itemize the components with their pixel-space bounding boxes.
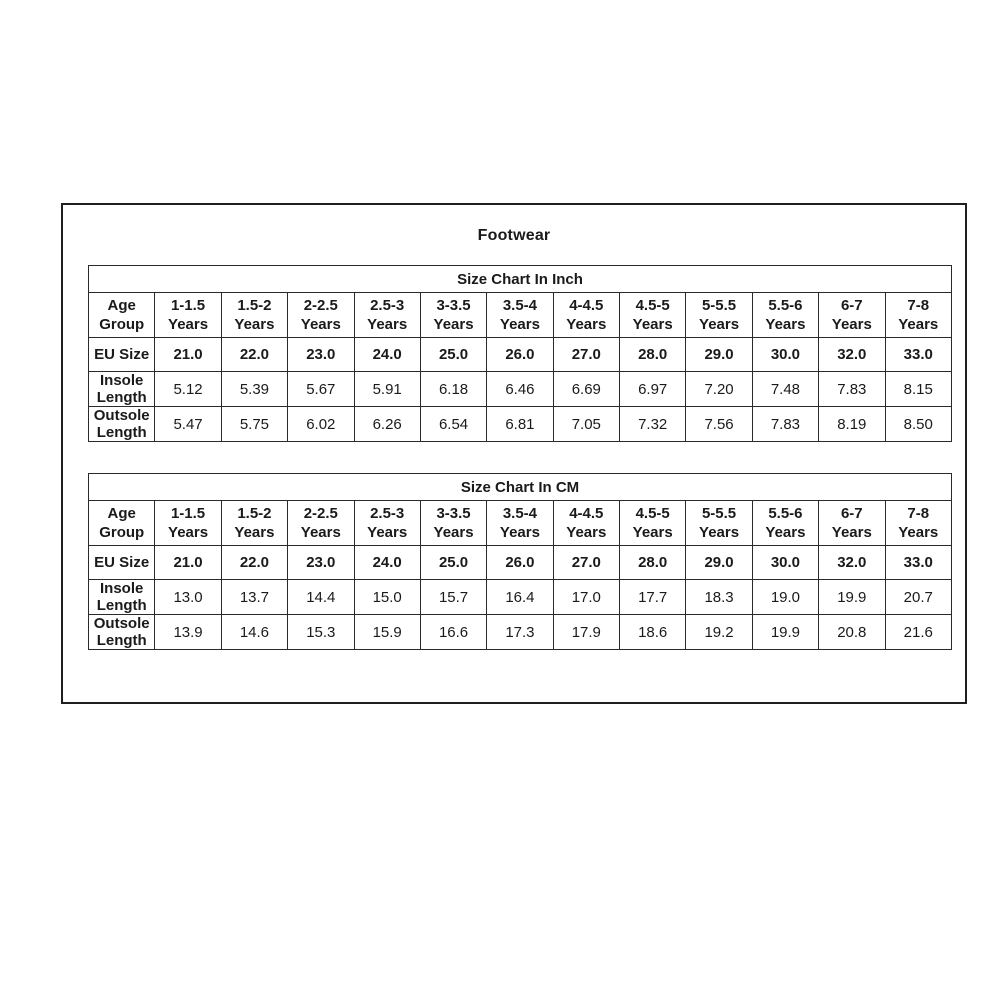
row-label: Insole Length — [89, 372, 155, 407]
age-unit-label: Years — [632, 316, 673, 333]
age-range-label: 2-2.5 — [303, 504, 338, 522]
table-cell: 18.6 — [620, 615, 686, 650]
age-group-header: Age Group — [89, 293, 155, 338]
column-header-row — [89, 293, 952, 338]
table-cell: 6.46 — [487, 372, 553, 407]
age-range-label: 1.5-2 — [237, 296, 272, 314]
age-range-label: 7-8 — [907, 296, 930, 314]
table-cell: 6.02 — [288, 407, 354, 442]
table-cell: 6.69 — [553, 372, 619, 407]
table-cell: 5.39 — [221, 372, 287, 407]
row-label: Outsole Length — [89, 407, 155, 442]
column-header — [553, 293, 619, 338]
table-row — [89, 546, 952, 580]
column-header — [620, 293, 686, 338]
column-header — [420, 501, 486, 546]
age-unit-label: Years — [300, 524, 341, 541]
table-cell: 7.48 — [752, 372, 818, 407]
table-cell: 25.0 — [420, 338, 486, 372]
table-cell: 15.9 — [354, 615, 420, 650]
table-cell: 17.7 — [620, 580, 686, 615]
table-cell: 32.0 — [819, 546, 885, 580]
column-header — [487, 293, 553, 338]
column-header — [819, 293, 885, 338]
table-cell: 6.97 — [620, 372, 686, 407]
table-cell: 18.3 — [686, 580, 752, 615]
age-unit-label: Years — [831, 524, 872, 541]
column-header — [221, 501, 287, 546]
table-cell: 27.0 — [553, 546, 619, 580]
table-cell: 5.67 — [288, 372, 354, 407]
column-header — [354, 293, 420, 338]
table-title: Size Chart In CM — [89, 474, 952, 501]
row-label: Insole Length — [89, 580, 155, 615]
table-cell: 7.32 — [620, 407, 686, 442]
age-range-label: 4.5-5 — [635, 296, 670, 314]
table-cell: 19.9 — [752, 615, 818, 650]
table-cell: 22.0 — [221, 546, 287, 580]
column-header-row — [89, 501, 952, 546]
table-cell: 26.0 — [487, 546, 553, 580]
page-title: Footwear — [477, 227, 551, 244]
column-header — [221, 293, 287, 338]
age-range-label: 1-1.5 — [170, 296, 206, 314]
table-cell: 30.0 — [752, 546, 818, 580]
age-unit-label: Years — [168, 524, 209, 541]
table-cell: 8.50 — [885, 407, 952, 442]
table-cell: 23.0 — [288, 338, 354, 372]
column-header — [487, 501, 553, 546]
size-chart-table — [88, 473, 952, 650]
age-range-label: 2.5-3 — [370, 504, 405, 522]
column-header — [553, 501, 619, 546]
table-cell: 15.0 — [354, 580, 420, 615]
age-range-label: 2.5-3 — [370, 296, 405, 314]
age-range-label: 2-2.5 — [303, 296, 338, 314]
age-unit-label: Years — [168, 316, 209, 333]
column-header — [819, 501, 885, 546]
table-cell: 17.3 — [487, 615, 553, 650]
column-header — [686, 293, 752, 338]
column-header — [155, 501, 221, 546]
table-cell: 26.0 — [487, 338, 553, 372]
age-unit-label: Years — [433, 524, 474, 541]
column-header — [155, 293, 221, 338]
table-cell: 15.7 — [420, 580, 486, 615]
table-cell: 24.0 — [354, 546, 420, 580]
table-cell: 33.0 — [885, 338, 952, 372]
table-cell: 32.0 — [819, 338, 885, 372]
size-chart-table — [88, 265, 952, 442]
column-header — [288, 501, 354, 546]
column-header — [620, 501, 686, 546]
row-label: Outsole Length — [89, 615, 155, 650]
age-range-label: 1.5-2 — [237, 504, 272, 522]
table-row — [89, 580, 952, 615]
age-group-header: Age Group — [89, 501, 155, 546]
age-range-label: 3-3.5 — [436, 296, 471, 314]
column-header — [288, 293, 354, 338]
table-cell: 30.0 — [752, 338, 818, 372]
table-cell: 21.6 — [885, 615, 952, 650]
table-cell: 7.20 — [686, 372, 752, 407]
table-cell: 17.9 — [553, 615, 619, 650]
age-unit-label: Years — [499, 524, 540, 541]
table-cell: 20.8 — [819, 615, 885, 650]
age-unit-label: Years — [831, 316, 872, 333]
age-unit-label: Years — [499, 316, 540, 333]
table-cell: 27.0 — [553, 338, 619, 372]
table-cell: 29.0 — [686, 338, 752, 372]
column-header — [752, 293, 818, 338]
age-unit-label: Years — [699, 524, 740, 541]
age-unit-label: Years — [234, 524, 275, 541]
table-row — [89, 372, 952, 407]
age-range-label: 5.5-6 — [768, 504, 803, 522]
age-unit-label: Years — [300, 316, 341, 333]
table-cell: 7.56 — [686, 407, 752, 442]
age-range-label: 7-8 — [907, 504, 930, 522]
table-cell: 25.0 — [420, 546, 486, 580]
table-cell: 28.0 — [620, 546, 686, 580]
table-title-row — [89, 266, 952, 293]
table-cell: 33.0 — [885, 546, 952, 580]
table-cell: 8.15 — [885, 372, 952, 407]
age-range-label: 5-5.5 — [701, 504, 737, 522]
column-header — [885, 501, 952, 546]
table-cell: 28.0 — [620, 338, 686, 372]
table-cell: 23.0 — [288, 546, 354, 580]
table-title-row — [89, 474, 952, 501]
age-unit-label: Years — [898, 524, 939, 541]
age-range-label: 3-3.5 — [436, 504, 471, 522]
table-cell: 6.26 — [354, 407, 420, 442]
tables-container — [88, 265, 952, 650]
column-header — [420, 293, 486, 338]
table-cell: 7.83 — [819, 372, 885, 407]
age-unit-label: Years — [367, 524, 408, 541]
table-cell: 19.2 — [686, 615, 752, 650]
table-cell: 16.4 — [487, 580, 553, 615]
age-unit-label: Years — [367, 316, 408, 333]
age-range-label: 3.5-4 — [502, 296, 538, 314]
age-unit-label: Years — [433, 316, 474, 333]
age-range-label: 4.5-5 — [635, 504, 670, 522]
table-cell: 5.75 — [221, 407, 287, 442]
age-unit-label: Years — [566, 524, 607, 541]
table-cell: 6.81 — [487, 407, 553, 442]
table-cell: 5.47 — [155, 407, 221, 442]
table-row — [89, 407, 952, 442]
column-header — [752, 501, 818, 546]
table-cell: 5.12 — [155, 372, 221, 407]
age-range-label: 6-7 — [840, 504, 863, 522]
column-header — [686, 501, 752, 546]
age-unit-label: Years — [765, 524, 806, 541]
age-unit-label: Years — [632, 524, 673, 541]
table-cell: 8.19 — [819, 407, 885, 442]
table-cell: 7.83 — [752, 407, 818, 442]
age-unit-label: Years — [566, 316, 607, 333]
row-label: EU Size — [89, 338, 155, 372]
table-cell: 19.0 — [752, 580, 818, 615]
age-range-label: 5.5-6 — [768, 296, 803, 314]
age-range-label: 6-7 — [840, 296, 863, 314]
age-range-label: 3.5-4 — [502, 504, 538, 522]
table-title: Size Chart In Inch — [89, 266, 952, 293]
outer-frame — [61, 203, 967, 704]
table-cell: 6.54 — [420, 407, 486, 442]
table-row — [89, 615, 952, 650]
table-cell: 16.6 — [420, 615, 486, 650]
table-cell: 5.91 — [354, 372, 420, 407]
table-cell: 7.05 — [553, 407, 619, 442]
age-range-label: 5-5.5 — [701, 296, 737, 314]
table-cell: 14.4 — [288, 580, 354, 615]
table-cell: 13.7 — [221, 580, 287, 615]
table-cell: 19.9 — [819, 580, 885, 615]
table-cell: 14.6 — [221, 615, 287, 650]
age-range-label: 4-4.5 — [569, 296, 604, 314]
table-cell: 24.0 — [354, 338, 420, 372]
age-unit-label: Years — [898, 316, 939, 333]
table-cell: 17.0 — [553, 580, 619, 615]
age-unit-label: Years — [699, 316, 740, 333]
age-range-label: 1-1.5 — [170, 504, 206, 522]
table-cell: 6.18 — [420, 372, 486, 407]
table-cell: 13.9 — [155, 615, 221, 650]
column-header — [885, 293, 952, 338]
table-cell: 13.0 — [155, 580, 221, 615]
age-unit-label: Years — [765, 316, 806, 333]
column-header — [354, 501, 420, 546]
row-label: EU Size — [89, 546, 155, 580]
age-unit-label: Years — [234, 316, 275, 333]
table-cell: 15.3 — [288, 615, 354, 650]
table-cell: 29.0 — [686, 546, 752, 580]
table-cell: 21.0 — [155, 546, 221, 580]
table-cell: 20.7 — [885, 580, 952, 615]
table-cell: 21.0 — [155, 338, 221, 372]
table-row — [89, 338, 952, 372]
table-cell: 22.0 — [221, 338, 287, 372]
age-range-label: 4-4.5 — [569, 504, 604, 522]
